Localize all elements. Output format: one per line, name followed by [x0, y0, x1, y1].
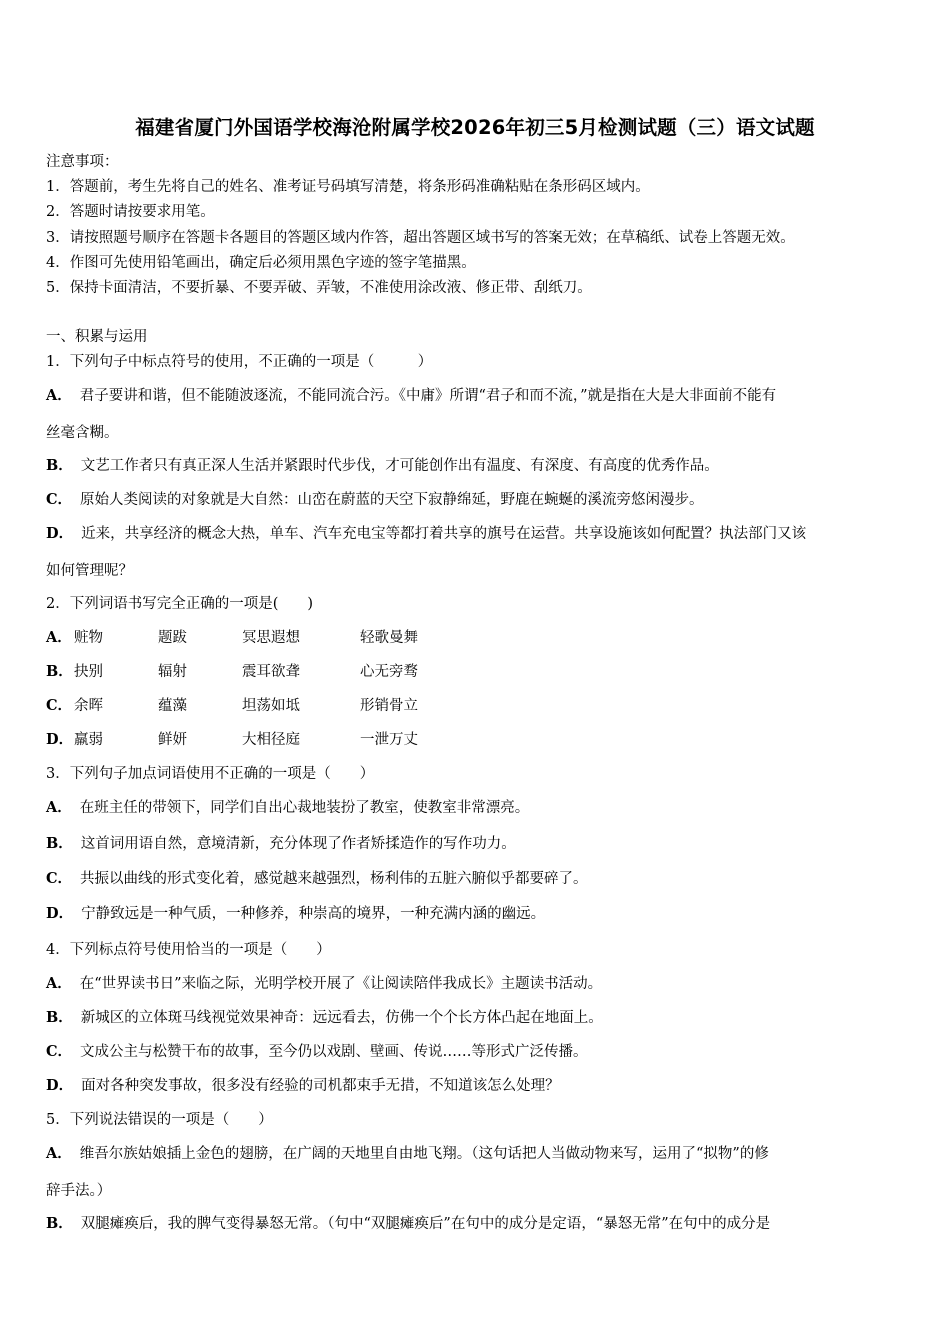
notice-item: 5．保持卡面清洁，不要折暴、不要弄破、弄皱，不准使用涂改液、修正带、刮纸刀。: [46, 280, 592, 296]
option-label: D．: [46, 525, 74, 542]
option-text: 新城区的立体斑马线视觉效果神奇：远远看去，仿佛一个个长方体凸起在地面上。: [80, 1010, 603, 1026]
q2-a-word-4: 轻歌曼舞: [360, 630, 418, 646]
q2-b-word-2: 辐射: [158, 664, 187, 680]
option-label: C．: [46, 870, 73, 887]
option-label: B．: [46, 1215, 73, 1232]
option-text: 近来，共享经济的概念大热，单车、汽车充电宝等都打着共享的旗号在运营。共享设施该如何配置？执法部门又该: [81, 526, 807, 542]
option-text: 面对各种突发事故，很多没有经验的司机都束手无措，不知道该怎么处理？: [81, 1078, 560, 1094]
page-title: 福建省厦门外国语学校海沧附属学校2026年初三5月检测试题（三）语文试题: [135, 116, 815, 139]
option-label: A．: [46, 799, 72, 816]
q1-option-c: [46, 490, 704, 510]
q1-option-a: [46, 386, 776, 406]
option-label: B．: [46, 457, 73, 474]
option-text: 宁静致远是一种气质，一种修养，种崇高的境界，一种充满内涵的幽远。: [81, 906, 546, 922]
q2-b-word-3: 震耳欲聋: [242, 664, 300, 680]
option-text: 在班主任的带领下，同学们自出心裁地装扮了教室，使教室非常漂亮。: [79, 800, 530, 816]
option-text: 文艺工作者只有真正深人生活并紧跟时代步伐，才可能创作出有温度、有深度、有高度的优秀作品。: [80, 458, 719, 474]
q2-b-word-1: 抉别: [74, 664, 103, 680]
q2-d-word-1: 羸弱: [74, 732, 103, 748]
q3-option-c: [46, 869, 588, 889]
q4-option-a: [46, 974, 602, 994]
option-text: 在“世界读书日”来临之际，光明学校开展了《让阅读陪伴我成长》主题读书活动。: [79, 976, 603, 992]
option-label: D．: [46, 905, 74, 922]
q1-option-d-continued: 如何管理呢？: [46, 563, 133, 579]
option-label: A．: [46, 1145, 72, 1162]
q2-option-b-label: B．: [46, 663, 73, 680]
q5-option-a: [46, 1144, 769, 1164]
option-label: B．: [46, 835, 73, 852]
q2-option-a-label: A．: [46, 629, 72, 646]
notice-item: 1．答题前，考生先将自己的姓名、准考证号码填写清楚，将条形码准确粘贴在条形码区域内。: [46, 179, 650, 195]
section-heading: 一、积累与运用: [46, 329, 148, 345]
q4-option-b: [46, 1008, 603, 1028]
notice-item: 4．作图可先使用铅笔画出，确定后必须用黑色字迹的签字笔描黑。: [46, 255, 476, 271]
notice-item: 3．请按照题号顺序在答题卡各题目的答题区域内作答，超出答题区域书写的答案无效；在草稿纸、试卷上答题无效。: [46, 230, 795, 246]
q2-option-d-label: D．: [46, 731, 74, 748]
option-label: D．: [46, 1077, 74, 1094]
option-text: 文成公主与松赞干布的故事，至今仍以戏剧、壁画、传说……等形式广泛传播。: [80, 1044, 588, 1060]
option-text: 维吾尔族姑娘插上金色的翅膀，在广阔的天地里自由地飞翔。（这句话把人当做动物来写，运用了“拟物”的修: [79, 1146, 769, 1162]
q5-option-b: [46, 1214, 770, 1234]
q1-option-b: [46, 456, 719, 476]
question-5-stem: 5．下列说法错误的一项是（ ）: [46, 1112, 273, 1128]
q2-c-word-2: 蕴藻: [158, 698, 187, 714]
q5-option-a-continued: 辞手法。）: [46, 1183, 112, 1199]
option-text: 双腿瘫痪后，我的脾气变得暴怒无常。（句中“双腿瘫痪后”在句中的成分是定语，“暴怒无常”在句中的成分是: [80, 1216, 771, 1232]
option-text: 君子要讲和谐，但不能随波逐流，不能同流合污。《中庸》所谓“君子和而不流，”就是指在大是大非面前不能有: [79, 388, 777, 404]
q3-option-b: [46, 834, 516, 854]
option-label: A．: [46, 387, 72, 404]
option-label: C．: [46, 491, 73, 508]
question-4-stem: 4．下列标点符号使用恰当的一项是（ ）: [46, 942, 331, 958]
option-text: 原始人类阅读的对象就是大自然：山峦在蔚蓝的天空下寂静绵延，野鹿在蜿蜒的溪流旁悠闲漫步。: [80, 492, 704, 508]
q2-a-word-2: 题跋: [158, 630, 187, 646]
question-1-stem: 1．下列句子中标点符号的使用，不正确的一项是（ ）: [46, 354, 433, 370]
q1-option-a-continued: 丝毫含糊。: [46, 425, 119, 441]
q3-option-a: [46, 798, 529, 818]
q2-c-word-3: 坦荡如坻: [242, 698, 300, 714]
q2-a-word-3: 冥思遐想: [242, 630, 300, 646]
q1-option-d: [46, 524, 806, 544]
q2-c-word-1: 余晖: [74, 698, 103, 714]
q2-d-word-4: 一泄万丈: [360, 732, 418, 748]
notice-heading: 注意事项：: [46, 154, 119, 170]
option-label: C．: [46, 1043, 73, 1060]
q2-d-word-3: 大相径庭: [242, 732, 300, 748]
q4-option-d: [46, 1076, 560, 1096]
question-3-stem: 3．下列句子加点词语使用不正确的一项是（ ）: [46, 766, 375, 782]
q2-d-word-2: 鲜妍: [158, 732, 187, 748]
q2-b-word-4: 心无旁骛: [360, 664, 418, 680]
q2-a-word-1: 赃物: [74, 630, 103, 646]
option-label: A．: [46, 975, 72, 992]
q4-option-c: [46, 1042, 588, 1062]
option-label: B．: [46, 1009, 73, 1026]
q2-option-c-label: C．: [46, 697, 73, 714]
q3-option-d: [46, 904, 545, 924]
option-text: 共振以曲线的形式变化着，感觉越来越强烈，杨利伟的五脏六腑似乎都要碎了。: [80, 871, 588, 887]
q2-c-word-4: 形销骨立: [360, 698, 418, 714]
option-text: 这首词用语自然，意境清新，充分体现了作者矫揉造作的写作功力。: [80, 836, 516, 852]
question-2-stem: 2．下列词语书写完全正确的一项是( ): [46, 596, 314, 612]
notice-item: 2．答题时请按要求用笔。: [46, 204, 215, 220]
